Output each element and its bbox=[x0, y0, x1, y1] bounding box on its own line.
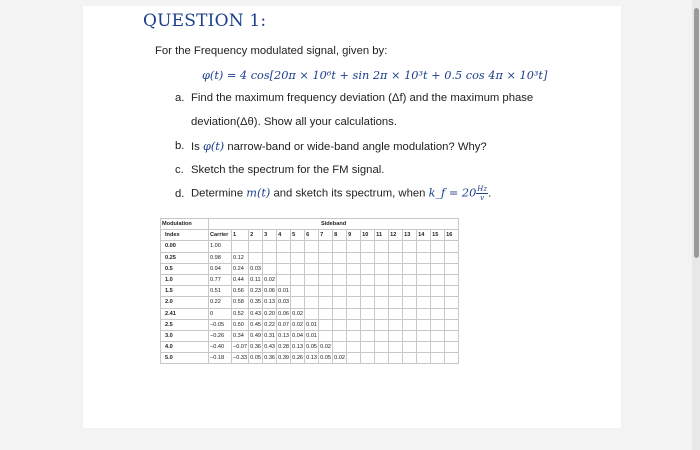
part-c-label: c. bbox=[175, 164, 184, 176]
sideband-cell: 0.45 bbox=[249, 319, 263, 330]
sideband-cell: 0.11 bbox=[249, 274, 263, 285]
sideband-cell: 0.50 bbox=[232, 319, 249, 330]
sideband-cell bbox=[417, 252, 431, 263]
sideband-cell bbox=[389, 252, 403, 263]
question-intro: For the Frequency modulated signal, given by: bbox=[155, 45, 388, 57]
row-index: 4.0 bbox=[161, 342, 209, 353]
header-sideband-16: 16 bbox=[445, 230, 459, 241]
sideband-cell bbox=[347, 342, 361, 353]
part-b-post: narrow-band or wide-band angle modulation? Why? bbox=[224, 141, 487, 153]
sideband-cell bbox=[431, 286, 445, 297]
sideband-cell: 0.13 bbox=[263, 297, 277, 308]
sideband-cell bbox=[333, 297, 347, 308]
sideband-cell bbox=[445, 252, 459, 263]
sideband-cell bbox=[417, 263, 431, 274]
row-index: 1.5 bbox=[161, 286, 209, 297]
sideband-cell bbox=[389, 342, 403, 353]
sideband-cell bbox=[375, 252, 389, 263]
sideband-cell: 0.07 bbox=[277, 319, 291, 330]
sideband-cell bbox=[445, 353, 459, 364]
sideband-cell bbox=[347, 241, 361, 252]
sideband-cell: 0.20 bbox=[263, 308, 277, 319]
row-index: 1.0 bbox=[161, 274, 209, 285]
sideband-cell bbox=[417, 342, 431, 353]
sideband-cell bbox=[263, 263, 277, 274]
sideband-cell bbox=[431, 342, 445, 353]
sideband-cell bbox=[389, 286, 403, 297]
sideband-cell: 0.01 bbox=[305, 330, 319, 341]
sideband-cell bbox=[431, 330, 445, 341]
sideband-cell: 0.01 bbox=[305, 319, 319, 330]
part-d-fraction bbox=[476, 185, 488, 202]
sideband-cell bbox=[375, 286, 389, 297]
sideband-cell: 0.49 bbox=[249, 330, 263, 341]
sideband-cell bbox=[319, 297, 333, 308]
sideband-cell: 0.43 bbox=[263, 342, 277, 353]
table-header-row bbox=[161, 230, 459, 241]
sideband-cell bbox=[445, 330, 459, 341]
sideband-cell bbox=[389, 308, 403, 319]
sideband-cell: 0.26 bbox=[291, 353, 305, 364]
sideband-cell bbox=[389, 353, 403, 364]
table-row bbox=[161, 342, 459, 353]
sideband-cell: 0.13 bbox=[277, 330, 291, 341]
row-index: 0.5 bbox=[161, 263, 209, 274]
sideband-cell bbox=[319, 252, 333, 263]
sideband-cell bbox=[417, 353, 431, 364]
sideband-cell bbox=[305, 297, 319, 308]
row-index: 5.0 bbox=[161, 353, 209, 364]
sideband-cell bbox=[361, 252, 375, 263]
carrier-cell: −0.18 bbox=[209, 353, 232, 364]
sideband-cell bbox=[445, 308, 459, 319]
sideband-cell bbox=[389, 274, 403, 285]
part-b-label: b. bbox=[175, 140, 185, 152]
bessel-function-table bbox=[160, 218, 459, 364]
sideband-cell bbox=[319, 286, 333, 297]
sideband-cell bbox=[347, 263, 361, 274]
sideband-cell bbox=[291, 263, 305, 274]
sideband-cell bbox=[375, 330, 389, 341]
sideband-cell: 0.24 bbox=[232, 263, 249, 274]
sideband-cell bbox=[305, 274, 319, 285]
part-a-line1: Find the maximum frequency deviation (Δf) and the maximum phase bbox=[191, 92, 534, 104]
sideband-cell: 0.36 bbox=[263, 353, 277, 364]
sideband-cell bbox=[319, 263, 333, 274]
sideband-cell bbox=[375, 263, 389, 274]
sideband-cell bbox=[375, 319, 389, 330]
sideband-cell bbox=[431, 319, 445, 330]
sideband-cell bbox=[361, 286, 375, 297]
part-b-pre: Is bbox=[191, 141, 203, 153]
sideband-cell bbox=[319, 308, 333, 319]
table-row bbox=[161, 252, 459, 263]
sideband-cell: 0.03 bbox=[249, 263, 263, 274]
part-d-mid: and sketch its spectrum, when bbox=[270, 187, 429, 200]
carrier-cell: 0 bbox=[209, 308, 232, 319]
carrier-cell: 0.22 bbox=[209, 297, 232, 308]
table-row bbox=[161, 308, 459, 319]
header-sideband: Sideband bbox=[209, 219, 459, 230]
sideband-cell: 0.03 bbox=[277, 297, 291, 308]
sideband-cell bbox=[375, 297, 389, 308]
sideband-cell bbox=[333, 308, 347, 319]
sideband-cell: 0.43 bbox=[249, 308, 263, 319]
sideband-cell bbox=[305, 241, 319, 252]
sideband-cell bbox=[403, 274, 417, 285]
scrollbar-thumb[interactable] bbox=[694, 8, 699, 258]
sideband-cell bbox=[333, 342, 347, 353]
sideband-cell bbox=[431, 297, 445, 308]
sideband-cell: 0.35 bbox=[249, 297, 263, 308]
carrier-cell: −0.26 bbox=[209, 330, 232, 341]
sideband-cell bbox=[333, 286, 347, 297]
header-sideband-15: 15 bbox=[431, 230, 445, 241]
sideband-cell: −0.33 bbox=[232, 353, 249, 364]
sideband-cell bbox=[263, 252, 277, 263]
sideband-cell bbox=[249, 252, 263, 263]
table-row bbox=[161, 241, 459, 252]
row-index: 0.25 bbox=[161, 252, 209, 263]
header-sideband-13: 13 bbox=[403, 230, 417, 241]
sideband-cell: 0.01 bbox=[277, 286, 291, 297]
sideband-cell bbox=[232, 241, 249, 252]
sideband-cell: 0.31 bbox=[263, 330, 277, 341]
sideband-cell bbox=[291, 241, 305, 252]
sideband-cell bbox=[403, 308, 417, 319]
sideband-cell: 0.39 bbox=[277, 353, 291, 364]
sideband-cell: 0.58 bbox=[232, 297, 249, 308]
sideband-cell bbox=[291, 297, 305, 308]
sideband-cell bbox=[333, 263, 347, 274]
sideband-cell bbox=[375, 274, 389, 285]
sideband-cell bbox=[417, 308, 431, 319]
sideband-cell: 0.02 bbox=[263, 274, 277, 285]
sideband-cell bbox=[389, 319, 403, 330]
table-header-row-top bbox=[161, 219, 459, 230]
sideband-cell bbox=[347, 252, 361, 263]
carrier-cell: −0.40 bbox=[209, 342, 232, 353]
sideband-cell bbox=[263, 241, 277, 252]
sideband-cell bbox=[347, 353, 361, 364]
sideband-cell bbox=[361, 263, 375, 274]
table-row bbox=[161, 353, 459, 364]
sideband-cell bbox=[305, 286, 319, 297]
sideband-cell bbox=[361, 353, 375, 364]
sideband-cell bbox=[403, 342, 417, 353]
part-a-line2: deviation(Δθ). Show all your calculations. bbox=[191, 116, 397, 128]
part-d-kf: k_f = 20 bbox=[428, 186, 477, 200]
sideband-cell bbox=[319, 330, 333, 341]
part-d-label: d. bbox=[175, 188, 185, 200]
sideband-cell: 0.05 bbox=[249, 353, 263, 364]
row-index: 0.00 bbox=[161, 241, 209, 252]
sideband-cell bbox=[347, 297, 361, 308]
sideband-cell bbox=[445, 241, 459, 252]
sideband-cell: −0.07 bbox=[232, 342, 249, 353]
sideband-cell bbox=[333, 330, 347, 341]
header-carrier: Carrier bbox=[209, 230, 232, 241]
part-a-label: a. bbox=[175, 92, 185, 104]
sideband-cell bbox=[403, 241, 417, 252]
sideband-cell: 0.04 bbox=[291, 330, 305, 341]
sideband-cell bbox=[291, 274, 305, 285]
sideband-cell bbox=[347, 308, 361, 319]
fraction-denominator: v bbox=[480, 194, 485, 202]
sideband-cell bbox=[375, 342, 389, 353]
sideband-cell bbox=[361, 297, 375, 308]
header-sideband-10: 10 bbox=[361, 230, 375, 241]
sideband-cell bbox=[319, 319, 333, 330]
sideband-cell bbox=[445, 274, 459, 285]
header-sideband-3: 3 bbox=[263, 230, 277, 241]
header-index: Index bbox=[161, 230, 209, 241]
sideband-cell bbox=[333, 252, 347, 263]
table-row bbox=[161, 330, 459, 341]
sideband-cell bbox=[445, 286, 459, 297]
sideband-cell bbox=[431, 241, 445, 252]
sideband-cell bbox=[417, 241, 431, 252]
sideband-cell bbox=[431, 263, 445, 274]
header-sideband-7: 7 bbox=[319, 230, 333, 241]
sideband-cell bbox=[403, 330, 417, 341]
sideband-cell bbox=[277, 274, 291, 285]
sideband-cell bbox=[417, 274, 431, 285]
table-row bbox=[161, 274, 459, 285]
sideband-cell bbox=[431, 252, 445, 263]
sideband-cell bbox=[417, 319, 431, 330]
fraction-numerator: Hz bbox=[477, 185, 488, 193]
sideband-cell bbox=[417, 330, 431, 341]
sideband-cell: 0.56 bbox=[232, 286, 249, 297]
sideband-cell: 0.05 bbox=[305, 342, 319, 353]
sideband-cell: 0.05 bbox=[319, 353, 333, 364]
vertical-scrollbar[interactable] bbox=[692, 0, 700, 450]
sideband-cell: 0.12 bbox=[232, 252, 249, 263]
sideband-cell: 0.06 bbox=[277, 308, 291, 319]
sideband-cell: 0.34 bbox=[232, 330, 249, 341]
sideband-cell bbox=[361, 274, 375, 285]
header-sideband-9: 9 bbox=[347, 230, 361, 241]
sideband-cell bbox=[305, 263, 319, 274]
header-sideband-1: 1 bbox=[232, 230, 249, 241]
sideband-cell bbox=[403, 297, 417, 308]
signal-equation: φ(t) = 4 cos[20π × 10⁶t + sin 2π × 10³t + 0.5 cos 4π × 10³t] bbox=[202, 69, 548, 82]
sideband-cell: 0.02 bbox=[319, 342, 333, 353]
part-d-pre: Determine bbox=[191, 187, 247, 200]
sideband-cell: 0.06 bbox=[263, 286, 277, 297]
sideband-cell bbox=[361, 319, 375, 330]
sideband-cell: 0.13 bbox=[305, 353, 319, 364]
sideband-cell bbox=[389, 241, 403, 252]
sideband-cell bbox=[361, 330, 375, 341]
header-sideband-5: 5 bbox=[291, 230, 305, 241]
header-sideband-4: 4 bbox=[277, 230, 291, 241]
sideband-cell bbox=[445, 263, 459, 274]
sideband-cell: 0.44 bbox=[232, 274, 249, 285]
sideband-cell bbox=[389, 263, 403, 274]
sideband-cell bbox=[333, 274, 347, 285]
part-b-text bbox=[191, 140, 487, 153]
table-row bbox=[161, 297, 459, 308]
sideband-cell bbox=[291, 286, 305, 297]
sideband-cell bbox=[347, 274, 361, 285]
header-sideband-14: 14 bbox=[417, 230, 431, 241]
sideband-cell bbox=[305, 308, 319, 319]
sideband-cell bbox=[319, 241, 333, 252]
header-sideband-2: 2 bbox=[249, 230, 263, 241]
sideband-cell bbox=[347, 319, 361, 330]
sideband-cell bbox=[445, 342, 459, 353]
part-d-math: m(t) bbox=[246, 186, 271, 200]
sideband-cell bbox=[249, 241, 263, 252]
sideband-cell bbox=[277, 263, 291, 274]
header-modulation: Modulation bbox=[161, 219, 209, 230]
sideband-cell bbox=[403, 319, 417, 330]
sideband-cell bbox=[389, 330, 403, 341]
sideband-cell: 0.23 bbox=[249, 286, 263, 297]
sideband-cell: 0.02 bbox=[291, 319, 305, 330]
sideband-cell bbox=[389, 297, 403, 308]
sideband-cell bbox=[431, 353, 445, 364]
sideband-cell bbox=[277, 241, 291, 252]
sideband-cell bbox=[417, 297, 431, 308]
sideband-cell bbox=[431, 274, 445, 285]
sideband-cell bbox=[277, 252, 291, 263]
table-row bbox=[161, 286, 459, 297]
sideband-cell bbox=[291, 252, 305, 263]
row-index: 2.5 bbox=[161, 319, 209, 330]
sideband-cell: 0.02 bbox=[291, 308, 305, 319]
table-row bbox=[161, 319, 459, 330]
sideband-cell bbox=[375, 241, 389, 252]
sideband-cell bbox=[403, 286, 417, 297]
carrier-cell: 0.77 bbox=[209, 274, 232, 285]
sideband-cell bbox=[361, 342, 375, 353]
sideband-cell bbox=[445, 297, 459, 308]
header-sideband-12: 12 bbox=[389, 230, 403, 241]
sideband-cell: 0.13 bbox=[291, 342, 305, 353]
sideband-cell bbox=[361, 308, 375, 319]
sideband-cell bbox=[403, 263, 417, 274]
sideband-cell bbox=[347, 330, 361, 341]
sideband-cell bbox=[403, 252, 417, 263]
carrier-cell: 1.00 bbox=[209, 241, 232, 252]
sideband-cell bbox=[403, 353, 417, 364]
part-c-text: Sketch the spectrum for the FM signal. bbox=[191, 164, 385, 176]
sideband-cell bbox=[375, 353, 389, 364]
sideband-cell bbox=[347, 286, 361, 297]
sideband-cell bbox=[431, 308, 445, 319]
table-row bbox=[161, 263, 459, 274]
sideband-cell: 0.52 bbox=[232, 308, 249, 319]
sideband-cell bbox=[361, 241, 375, 252]
header-sideband-6: 6 bbox=[305, 230, 319, 241]
header-sideband-11: 11 bbox=[375, 230, 389, 241]
carrier-cell: 0.98 bbox=[209, 252, 232, 263]
carrier-cell: −0.05 bbox=[209, 319, 232, 330]
carrier-cell: 0.94 bbox=[209, 263, 232, 274]
sideband-cell bbox=[305, 252, 319, 263]
sideband-cell bbox=[333, 241, 347, 252]
sideband-cell: 0.36 bbox=[249, 342, 263, 353]
question-title: QUESTION 1: bbox=[143, 11, 267, 31]
sideband-cell: 0.28 bbox=[277, 342, 291, 353]
sideband-cell bbox=[445, 319, 459, 330]
sideband-cell: 0.02 bbox=[333, 353, 347, 364]
row-index: 2.41 bbox=[161, 308, 209, 319]
part-d-post: . bbox=[488, 187, 492, 200]
sideband-cell: 0.22 bbox=[263, 319, 277, 330]
sideband-cell bbox=[333, 319, 347, 330]
row-index: 3.0 bbox=[161, 330, 209, 341]
sideband-cell bbox=[417, 286, 431, 297]
part-d-text bbox=[191, 185, 491, 202]
sideband-cell bbox=[375, 308, 389, 319]
part-b-math: φ(t) bbox=[202, 140, 225, 153]
sideband-cell bbox=[319, 274, 333, 285]
header-sideband-8: 8 bbox=[333, 230, 347, 241]
carrier-cell: 0.51 bbox=[209, 286, 232, 297]
row-index: 2.0 bbox=[161, 297, 209, 308]
